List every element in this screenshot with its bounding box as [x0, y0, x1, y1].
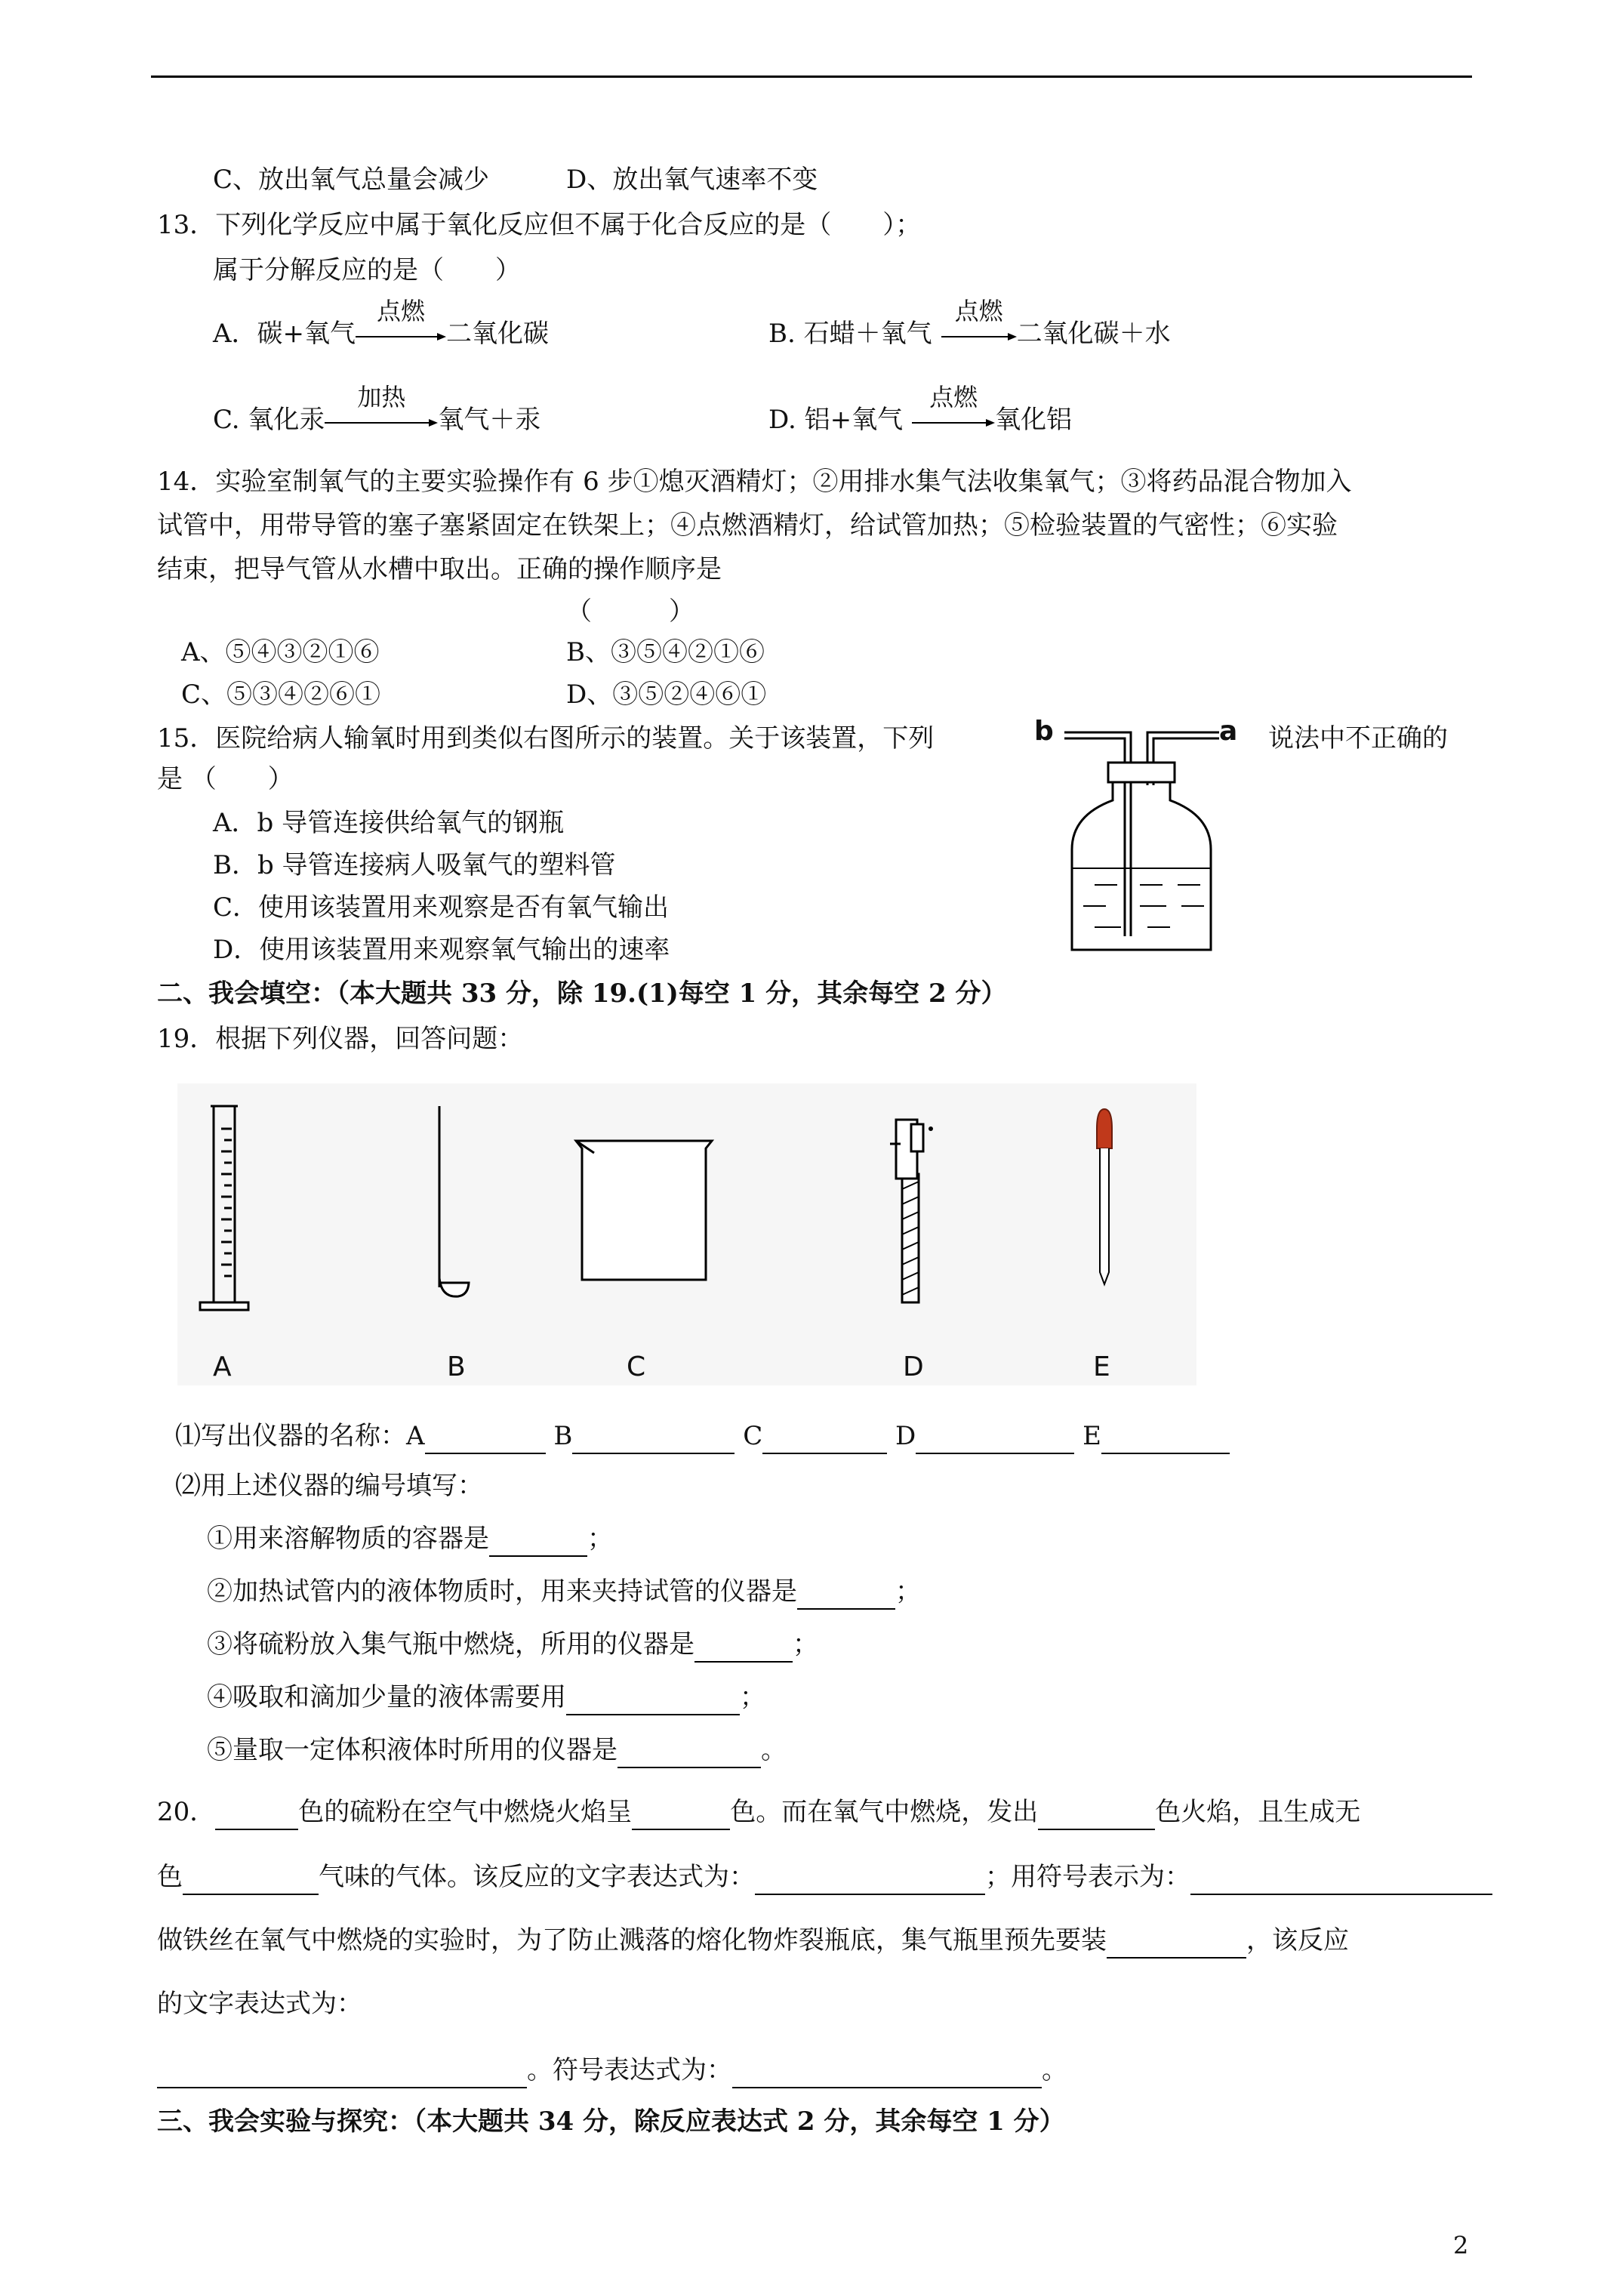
arrow-icon — [912, 414, 995, 429]
q15-line-1: 15．医院给病人输氧时用到类似右图所示的装置。关于该装置，下列 — [157, 723, 935, 754]
q12-option-c: C、放出氧气总量会减少 — [213, 165, 490, 195]
q13-option-b — [768, 297, 1171, 352]
reaction-arrow — [325, 383, 438, 438]
q19-p1-e: E — [1083, 1421, 1101, 1451]
blank-q20-5[interactable] — [755, 1866, 985, 1895]
q15-line-2: 是 （ ） — [157, 764, 294, 794]
blank-a[interactable] — [425, 1425, 546, 1454]
instrument-label-e: E — [1093, 1351, 1110, 1382]
q12-option-d: D、放出氧气速率不变 — [566, 165, 818, 195]
q20-l2-c: ；用符号表示为： — [985, 1862, 1190, 1892]
q20-number: 20． — [157, 1797, 216, 1827]
q19-s4-text: ④吸取和滴加少量的液体需要用 — [207, 1682, 566, 1712]
q13-d-right: 氧化铝 — [995, 405, 1073, 435]
section-2-heading: 二、我会填空：（本大题共 33 分，除 19.(1)每空 1 分，其余每空 2 分） — [157, 978, 1007, 1009]
q19-s3-text: ③将硫粉放入集气瓶中燃烧，所用的仪器是 — [207, 1629, 694, 1660]
label-b: b — [1034, 716, 1054, 747]
blank-q20-6[interactable] — [1190, 1866, 1492, 1895]
reaction-arrow — [941, 297, 1017, 352]
q20-l3-b: ，该反应 — [1246, 1925, 1349, 1955]
q20-l1-c: 色火焰，且生成无 — [1155, 1797, 1361, 1827]
q19-sub-5 — [207, 1732, 787, 1768]
q15-line-1-end: 说法中不正确的 — [1268, 723, 1448, 754]
q13-a-left: A．碳+氧气 — [213, 319, 356, 349]
q19-stem: 19．根据下列仪器，回答问题： — [157, 1024, 524, 1054]
q20-l3-a: 做铁丝在氧气中燃烧的实验时，为了防止溅落的熔化物炸裂瓶底，集气瓶里预先要装 — [157, 1925, 1107, 1955]
q20-l1-a: 色的硫粉在空气中燃烧火焰呈 — [298, 1797, 633, 1827]
q19-s1-end: ； — [587, 1524, 613, 1554]
dropper-icon — [1097, 1109, 1112, 1284]
q20-line-1 — [157, 1794, 1360, 1830]
q15-option-a: A．b 导管连接供给氧气的钢瓶 — [213, 808, 565, 838]
q19-s5-end: 。 — [761, 1735, 787, 1765]
instrument-label-a: A — [213, 1351, 232, 1382]
instrument-label-d: D — [903, 1351, 924, 1382]
q19-p1-prefix: ⑴写出仪器的名称：A — [175, 1421, 425, 1451]
blank-s4[interactable] — [566, 1687, 740, 1715]
blank-d[interactable] — [916, 1425, 1074, 1454]
q13-a-right: 二氧化碳 — [446, 319, 550, 349]
q19-s4-end: ； — [740, 1682, 765, 1712]
q14-line-3: 结束，把导气管从水槽中取出。正确的操作顺序是 — [157, 554, 722, 584]
page-number: 2 — [1453, 2231, 1469, 2260]
blank-s2[interactable] — [797, 1581, 895, 1610]
blank-s3[interactable] — [694, 1634, 793, 1663]
label-a: a — [1219, 716, 1238, 747]
q15-option-b: B．b 导管连接病人吸氧气的塑料管 — [213, 850, 616, 880]
condition-label: 点燃 — [377, 297, 426, 325]
arrow-icon — [356, 328, 446, 343]
beaker-icon — [576, 1141, 712, 1280]
q13-b-left: B. 石蜡＋氧气 — [768, 319, 932, 349]
q20-line-4: 的文字表达式为： — [157, 1989, 362, 2019]
section-3-heading: 三、我会实验与探究：（本大题共 34 分，除反应表达式 2 分，其余每空 1 分） — [157, 2106, 1065, 2137]
q19-sub-2 — [207, 1573, 921, 1610]
q14-option-b: B、③⑤④②①⑥ — [566, 637, 765, 667]
q13-c-left: C. 氧化汞 — [213, 405, 325, 435]
q13-d-left: D. 铝+氧气 — [768, 405, 904, 435]
q19-s2-text: ②加热试管内的液体物质时，用来夹持试管的仪器是 — [207, 1576, 797, 1607]
instrument-label-b: B — [447, 1351, 466, 1382]
blank-s1[interactable] — [489, 1528, 587, 1557]
q20-l5-a: 。符号表达式为： — [527, 2055, 732, 2085]
condition-label: 点燃 — [954, 297, 1003, 325]
q19-p1-b: B — [553, 1421, 573, 1451]
reaction-arrow — [356, 297, 446, 352]
q13-c-right: 氧气＋汞 — [438, 405, 541, 435]
q14-answer-paren: （ ） — [566, 596, 694, 627]
blank-q20-1[interactable] — [215, 1801, 298, 1830]
instruments-figure — [177, 1083, 1196, 1385]
q20-l5-b: 。 — [1042, 2055, 1067, 2085]
q19-part-2: ⑵用上述仪器的编号填写： — [175, 1471, 483, 1501]
blank-q20-4[interactable] — [183, 1866, 319, 1895]
q20-l2-a: 色 — [157, 1862, 183, 1892]
blank-e[interactable] — [1101, 1425, 1230, 1454]
q13-option-d — [768, 383, 1073, 438]
q19-p1-c: C — [743, 1421, 763, 1451]
header-rule — [151, 76, 1472, 78]
q19-part-1 — [175, 1418, 1230, 1454]
q20-l1-b: 色。而在氧气中燃烧，发出 — [730, 1797, 1039, 1827]
blank-q20-7[interactable] — [1107, 1930, 1246, 1959]
blank-b[interactable] — [572, 1425, 735, 1454]
q15-option-c: C．使用该装置用来观察是否有氧气输出 — [213, 892, 670, 923]
q19-s5-text: ⑤量取一定体积液体时所用的仪器是 — [207, 1735, 617, 1765]
q13-stem-2: 属于分解反应的是（ ） — [213, 255, 521, 285]
q19-s3-end: ； — [793, 1629, 818, 1660]
condition-label: 点燃 — [929, 383, 978, 411]
gas-washing-bottle-figure — [1049, 717, 1230, 959]
condition-label: 加热 — [357, 383, 406, 411]
q14-line-2: 试管中，用带导管的塞子塞紧固定在铁架上；④点燃酒精灯，给试管加热；⑤检验装置的气密性；⑥实验 — [157, 510, 1338, 541]
instrument-label-c: C — [627, 1351, 646, 1382]
q19-p1-d: D — [895, 1421, 916, 1451]
arrow-icon — [325, 414, 438, 429]
q20-line-3 — [157, 1922, 1349, 1959]
q15-option-d: D．使用该装置用来观察氧气输出的速率 — [213, 935, 670, 965]
q19-sub-3 — [207, 1626, 818, 1663]
q14-line-1: 14．实验室制氧气的主要实验操作有 6 步①熄灭酒精灯；②用排水集气法收集氧气；③将药品混合物加入 — [157, 467, 1352, 497]
reaction-arrow — [912, 383, 995, 438]
q14-option-d: D、③⑤②④⑥① — [566, 680, 767, 710]
q13-stem: 13．下列化学反应中属于氧化反应但不属于化合反应的是（ ）； — [157, 210, 922, 240]
q14-option-a: A、⑤④③②①⑥ — [181, 637, 380, 667]
q13-option-c — [213, 383, 541, 438]
blank-c[interactable] — [762, 1425, 887, 1454]
q19-s2-end: ； — [895, 1576, 921, 1607]
blank-s5[interactable] — [617, 1740, 761, 1768]
arrow-icon — [941, 328, 1017, 343]
q20-line-5 — [157, 2052, 1067, 2088]
q13-option-a — [213, 297, 550, 352]
blank-q20-3[interactable] — [1038, 1801, 1155, 1830]
blank-q20-2[interactable] — [632, 1801, 730, 1830]
blank-q20-8[interactable] — [157, 2060, 527, 2088]
q13-b-right: 二氧化碳＋水 — [1016, 319, 1171, 349]
q19-sub-4 — [207, 1679, 765, 1715]
q20-line-2 — [157, 1859, 1492, 1895]
q19-s1-text: ①用来溶解物质的容器是 — [207, 1524, 489, 1554]
q20-l2-b: 气味的气体。该反应的文字表达式为： — [319, 1862, 755, 1892]
blank-q20-9[interactable] — [732, 2060, 1042, 2088]
q19-sub-1 — [207, 1521, 613, 1557]
q14-option-c: C、⑤③④②⑥① — [181, 680, 381, 710]
